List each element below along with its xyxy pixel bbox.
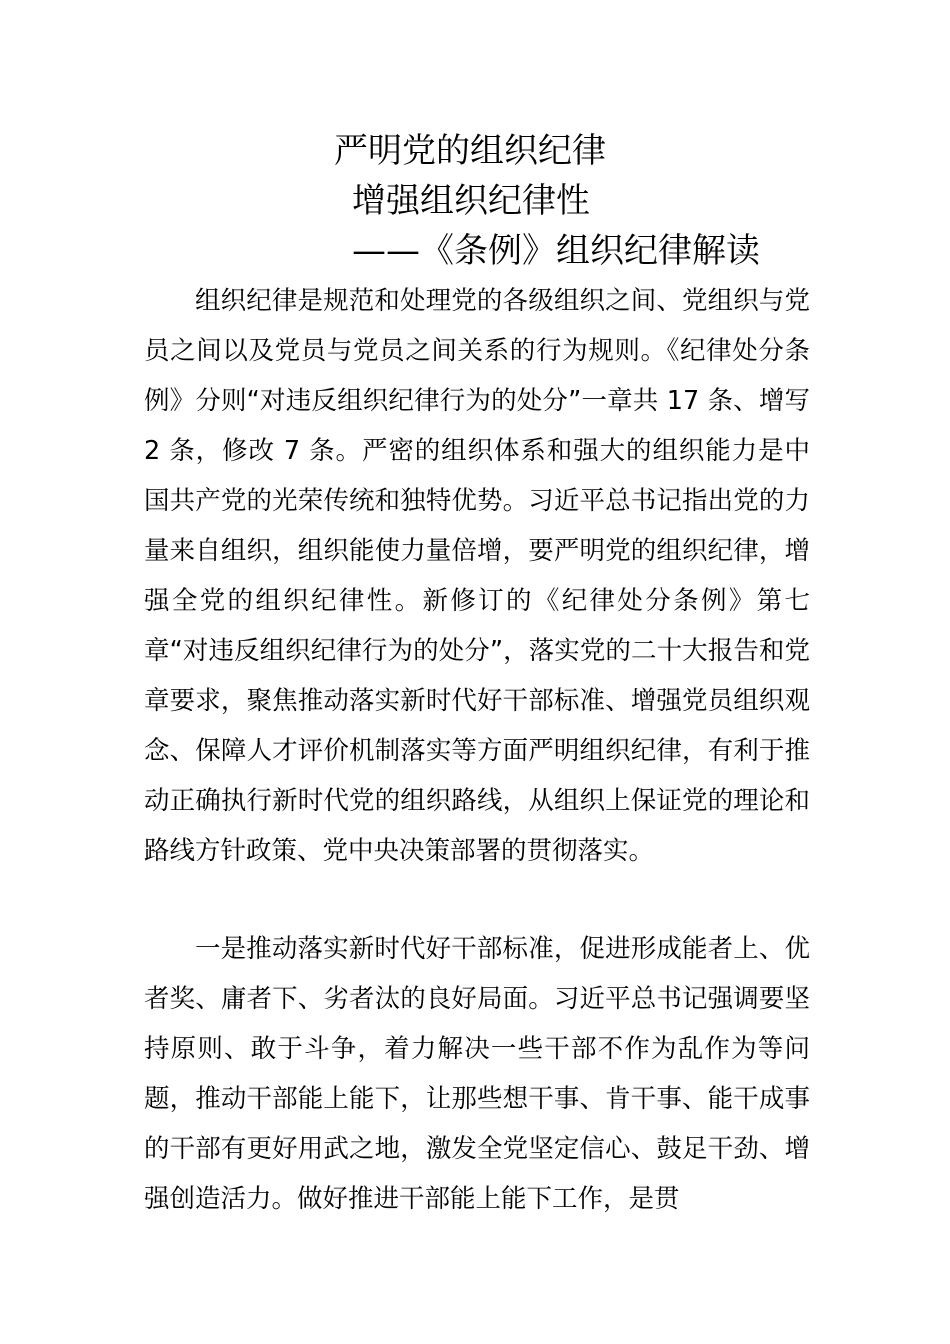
title-line-2: 增强组织纪律性: [352, 181, 590, 221]
body-paragraph-2: 一是推动落实新时代好干部标准，促进形成能者上、优者奖、庸者下、劣者汰的良好局面。习近平总书记强调要坚持原则、敢于斗争，着力解决一些干部不作为乱作为等问题，推动干部能上能下，让那些想干事、肯干事、能干成事的干部有更好用武之地，激发全党坚定信心、鼓足干劲、增强创造活力。做好推进干部能上能下工作，是贯: [144, 934, 810, 1214]
body-paragraph-1: 组织纪律是规范和处理党的各级组织之间、党组织与党员之间以及党员与党员之间关系的行为规则。《纪律处分条例》分则“对违反组织纪律行为的处分”一章共 17 条、增写 2 条，修改 7 条。严密的组织体系和强大的组织能力是中国共产党的光荣传统和独特优势。习近平总书记指出党的力量来自组织，组织能使力量倍增，要严明党的组织纪律，增强全党的组织纪律性。新修订的《纪律处分条例》第七章“对违反组织纪律行为的处分”，落实党的二十大报告和党章要求，聚焦推动落实新时代好干部标准、增强党员组织观念、保障人才评价机制落实等方面严明组织纪律，有利于推动正确执行新时代党的组织路线，从组织上保证党的理论和路线方针政策、党中央决策部署的贯彻落实。: [144, 286, 810, 866]
title-line-3-subtitle: ——《条例》组织纪律解读: [352, 231, 760, 271]
title-line-1: 严明党的组织纪律: [334, 131, 606, 171]
